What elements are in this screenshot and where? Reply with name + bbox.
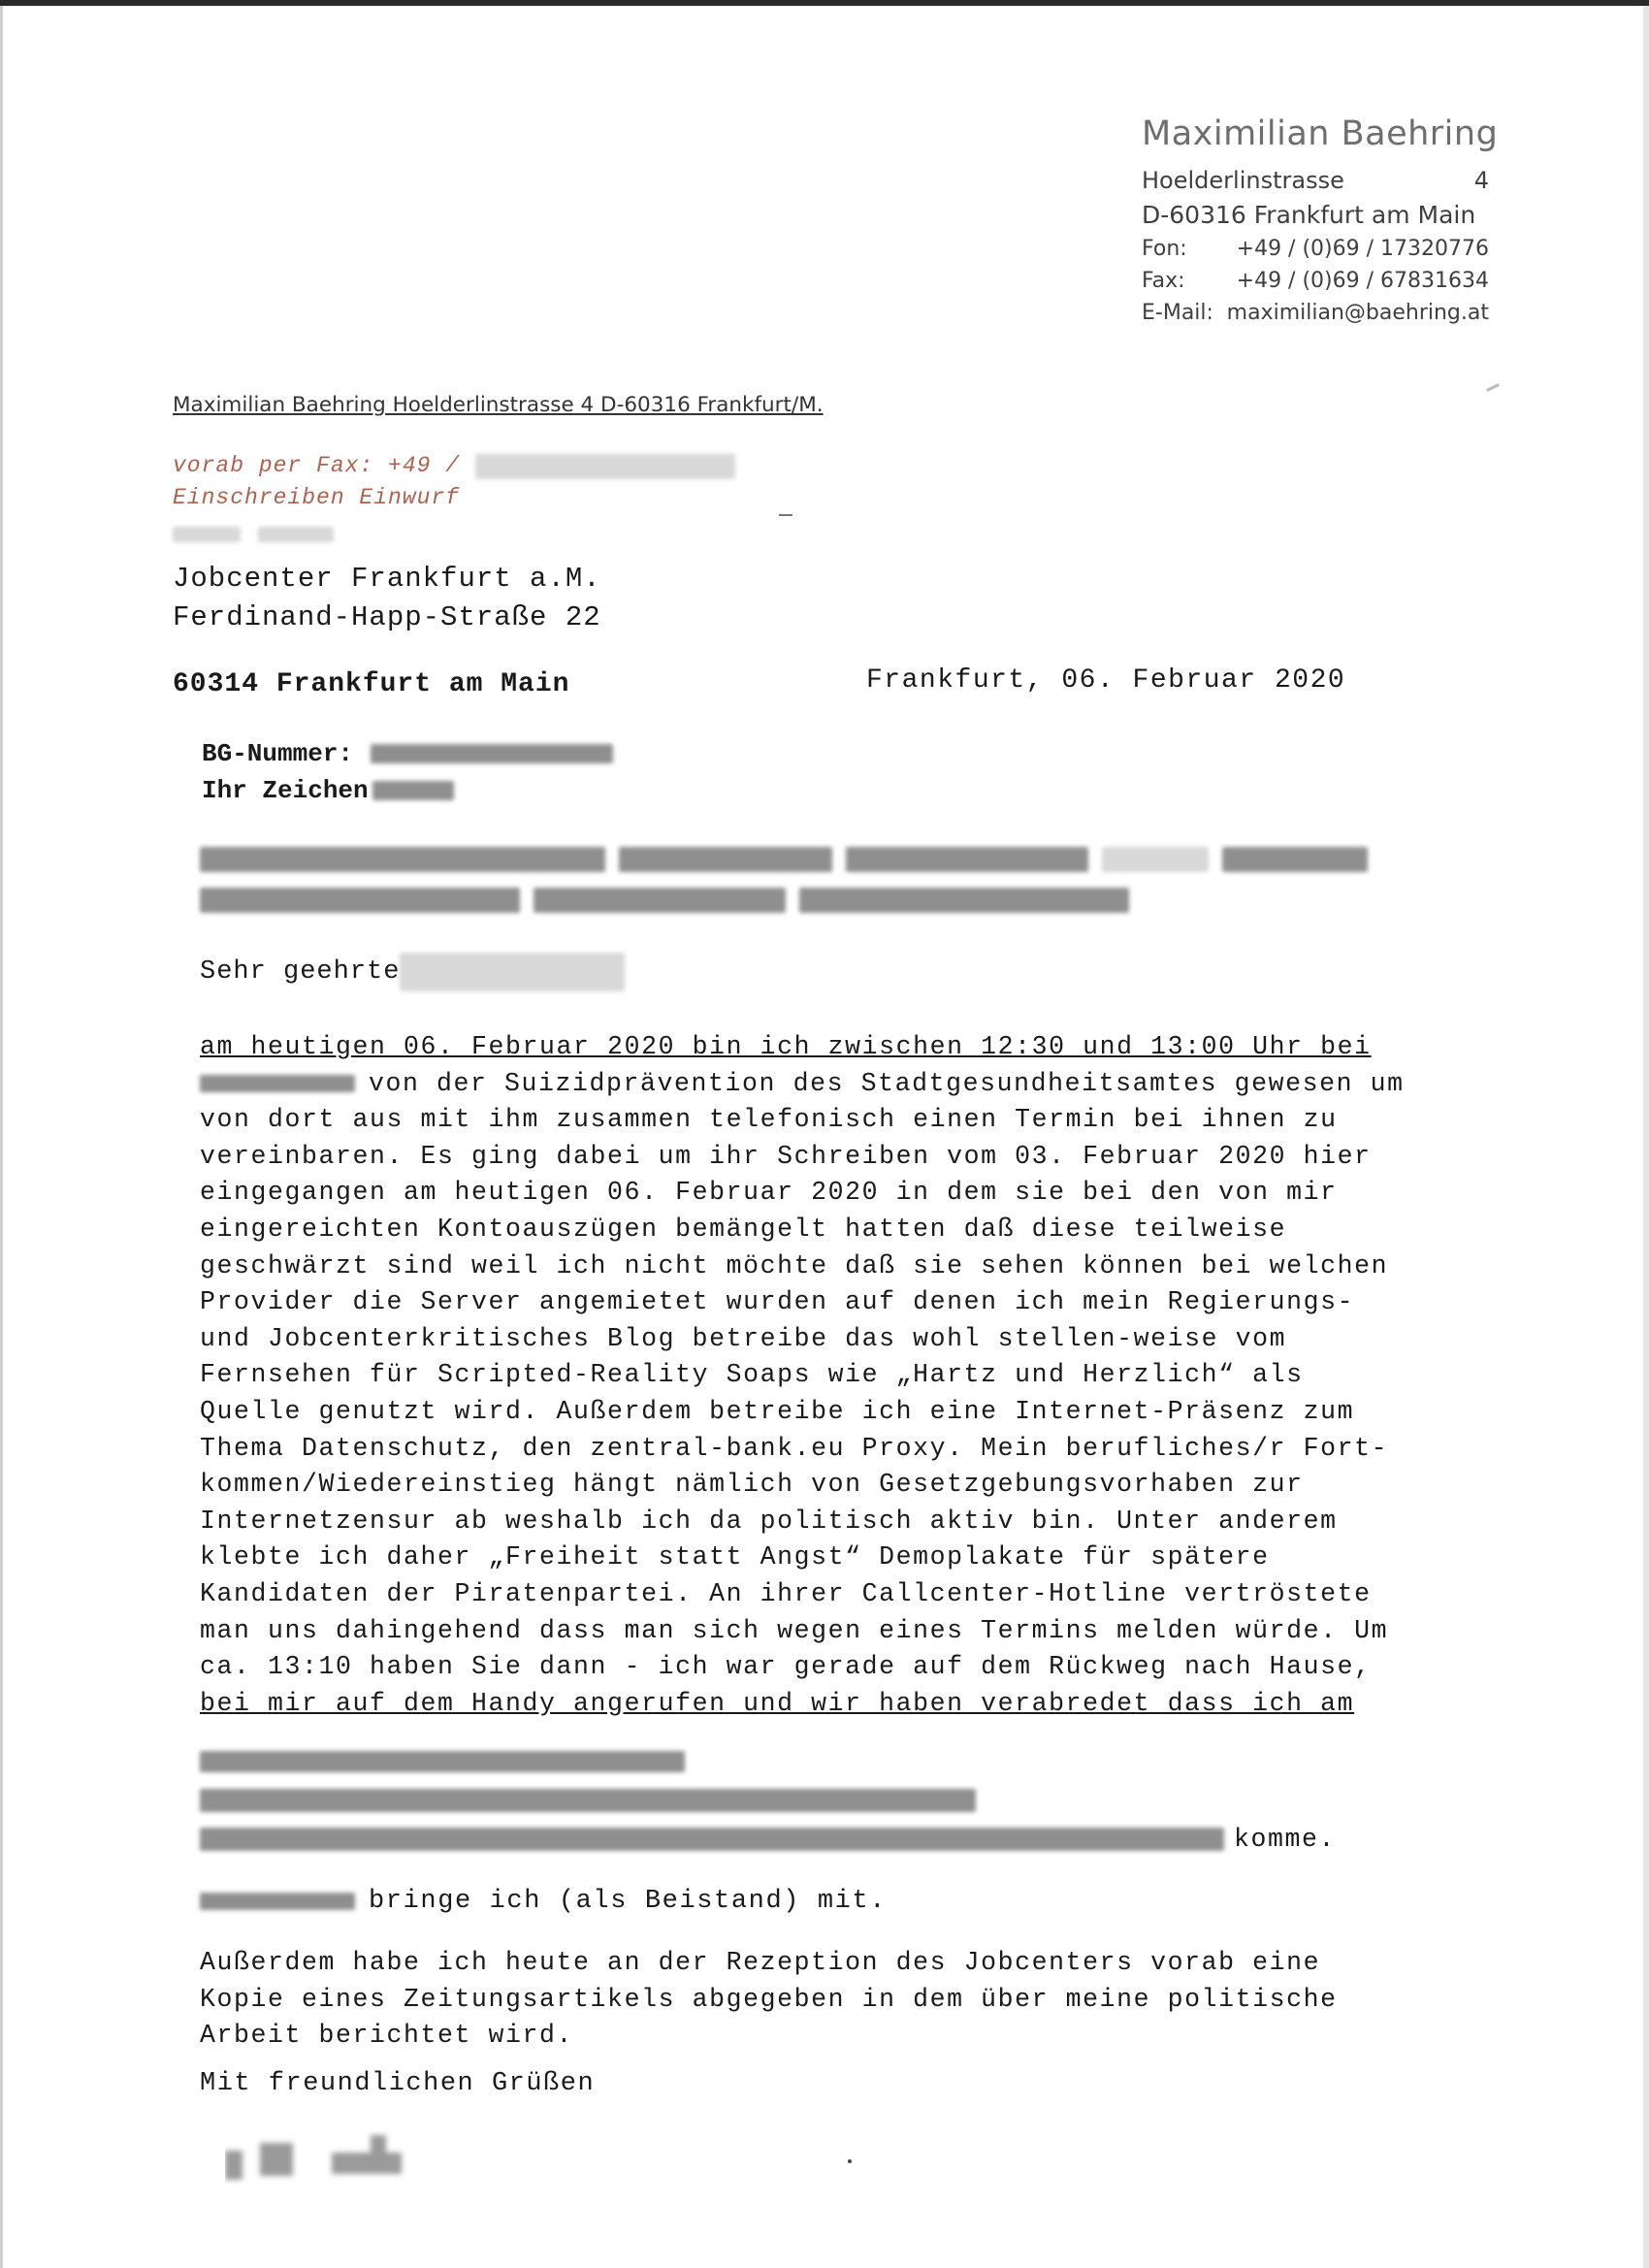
redacted-counselor-name xyxy=(200,1075,355,1092)
sender-street: Hoelderlinstrasse xyxy=(1142,167,1344,194)
body-line: man uns dahingehend dass man sich wegen eines Termins melden würde. Um xyxy=(200,1615,1389,1645)
sender-letterhead xyxy=(1142,114,1499,325)
dispatch-notes xyxy=(173,450,735,514)
recipient-street: Ferdinand-Happ-Straße 22 xyxy=(173,601,601,633)
body-line: eingegangen am heutigen 06. Februar 2020 in dem sie bei den von mir xyxy=(200,1178,1338,1208)
redacted-block xyxy=(200,1789,976,1812)
fax-number: +49 / (0)69 / 67831634 xyxy=(1236,269,1489,293)
scan-edge-top xyxy=(0,0,1649,6)
sender-name: Maximilian Baehring xyxy=(1142,114,1499,153)
come-word: komme. xyxy=(1234,1825,1337,1854)
recipient-zip-city: 60314 Frankfurt am Main xyxy=(173,669,570,699)
fax-note-row xyxy=(173,450,735,482)
body-line-text: von der Suizidprävention des Stadtgesundheitsamtes gewesen um xyxy=(369,1068,1405,1098)
body-line: bei mir auf dem Handy angerufen und wir haben verabredet dass ich am xyxy=(200,1688,1355,1718)
sender-city: D-60316 Frankfurt am Main xyxy=(1142,201,1476,229)
redacted-subject-line-2 xyxy=(200,888,1368,913)
salutation xyxy=(200,953,625,991)
body-line: Internetzensur ab weshalb ich da politisch aktiv bin. Unter anderem xyxy=(200,1506,1338,1536)
closing-formula: Mit freundlichen Grüßen xyxy=(200,2069,596,2098)
closing-paragraph xyxy=(200,1945,1338,2055)
closing-paragraph-line: Kopie eines Zeitungsartikels abgegeben in dem über meine politische xyxy=(200,1984,1338,2014)
body-line: kommen/Wiedereinstieg hängt nämlich von Gesetzgebungsvorhaben zur xyxy=(200,1470,1304,1500)
return-address-line: Maximilian Baehring Hoelderlinstrasse 4 D-60316 Frankfurt/M. xyxy=(173,393,824,417)
letter-body xyxy=(200,1029,1461,1722)
redacted-appointment-line-1 xyxy=(200,1742,1336,1781)
salutation-text: Sehr geehrte xyxy=(200,957,401,987)
phone-label: Fon: xyxy=(1142,237,1187,261)
redacted-block xyxy=(799,888,1129,913)
redacted-block xyxy=(200,888,520,913)
body-line: vereinbaren. Es ging dabei um ihr Schreiben vom 03. Februar 2020 hier xyxy=(200,1141,1372,1171)
body-line: klebte ich daher „Freiheit statt Angst“ Demoplakate für spätere xyxy=(200,1542,1270,1572)
redacted-fax-number xyxy=(475,454,735,479)
body-line: ca. 13:10 haben Sie dann - ich war gerade auf dem Rückweg nach Hause, xyxy=(200,1652,1372,1682)
body-line: am heutigen 06. Februar 2020 bin ich zwischen 12:30 und 13:00 Uhr bei xyxy=(200,1032,1372,1061)
redacted-contact-first xyxy=(173,527,241,542)
redacted-block xyxy=(1222,847,1368,872)
sender-street-row xyxy=(1142,167,1489,194)
redacted-companion-name xyxy=(200,1893,355,1910)
companion-text: bringe ich (als Beistand) mit. xyxy=(369,1887,888,1916)
companion-line xyxy=(200,1887,887,1916)
redacted-subject-line-1 xyxy=(200,847,1368,872)
email-label: E-Mail: xyxy=(1142,301,1213,325)
fax-label: Fax: xyxy=(1142,269,1185,293)
scan-speck xyxy=(848,2159,852,2163)
phone-number: +49 / (0)69 / 17320776 xyxy=(1236,237,1489,261)
redacted-appointment-line-2 xyxy=(200,1781,1336,1820)
registered-note: Einschreiben Einwurf xyxy=(173,485,461,510)
closing-paragraph-line: Außerdem habe ich heute an der Rezeption des Jobcenters vorab eine xyxy=(200,1948,1321,1977)
redacted-contact-last xyxy=(258,527,334,542)
bg-number-label: BG-Nummer: xyxy=(202,739,354,768)
redacted-block xyxy=(200,1828,1224,1851)
body-line: Provider die Server angemietet wurden auf denen ich mein Regierungs- xyxy=(200,1287,1355,1317)
body-line: und Jobcenterkritisches Blog betreibe das wohl stellen-weise vom xyxy=(200,1323,1287,1353)
body-line: geschwärzt sind weil ich nicht möchte daß sie sehen können bei welchen xyxy=(200,1250,1389,1280)
recipient-name: Jobcenter Frankfurt a.M. xyxy=(173,563,601,595)
reference-block xyxy=(202,735,613,809)
email-address: maximilian@baehring.at xyxy=(1226,301,1489,325)
scan-edge-left xyxy=(0,6,3,2268)
bg-number-row xyxy=(202,735,613,772)
scan-edge-right xyxy=(1643,6,1649,2268)
redacted-block xyxy=(619,847,832,872)
body-line: eingereichten Kontoauszügen bemängelt hatten daß diese teilweise xyxy=(200,1214,1287,1244)
redacted-subject xyxy=(200,847,1368,928)
redacted-your-sign xyxy=(372,781,454,800)
redacted-addressee xyxy=(400,953,625,991)
redacted-bg-number xyxy=(371,744,613,763)
your-sign-label: Ihr Zeichen xyxy=(202,776,369,805)
redacted-block xyxy=(1102,847,1209,872)
recipient-address xyxy=(173,521,601,637)
redacted-signature xyxy=(225,2129,458,2187)
body-line xyxy=(200,1066,1461,1103)
body-line: von dort aus mit ihm zusammen telefonisch einen Termin bei ihnen zu xyxy=(200,1105,1338,1135)
sender-fax-row xyxy=(1142,269,1489,293)
sender-city-row xyxy=(1142,201,1489,229)
sender-email-row xyxy=(1142,301,1489,325)
body-line: Thema Datenschutz, den zentral-bank.eu Proxy. Mein berufliches/r Fort- xyxy=(200,1433,1389,1463)
redacted-appointment xyxy=(200,1742,1336,1859)
letter-date: Frankfurt, 06. Februar 2020 xyxy=(866,665,1346,696)
redacted-block xyxy=(534,888,786,913)
scan-speck xyxy=(1486,383,1500,392)
sender-house-number: 4 xyxy=(1473,167,1489,194)
sender-phone-row xyxy=(1142,237,1489,261)
redacted-appointment-line-3 xyxy=(200,1820,1336,1859)
fax-note: vorab per Fax: +49 / xyxy=(173,453,461,478)
scan-speck xyxy=(779,514,792,516)
recipient-contact-row xyxy=(173,521,601,560)
redacted-block xyxy=(846,847,1088,872)
closing-paragraph-line: Arbeit berichtet wird. xyxy=(200,2021,574,2051)
body-line: Quelle genutzt wird. Außerdem betreibe ich eine Internet-Präsenz zum xyxy=(200,1396,1355,1426)
body-line: Kandidaten der Piratenpartei. An ihrer Callcenter-Hotline vertröstete xyxy=(200,1578,1372,1608)
body-line: Fernsehen für Scripted-Reality Soaps wie „Hartz und Herzlich“ als xyxy=(200,1360,1304,1390)
redacted-block xyxy=(200,847,605,872)
redacted-block xyxy=(200,1751,685,1772)
your-sign-row xyxy=(202,772,613,809)
